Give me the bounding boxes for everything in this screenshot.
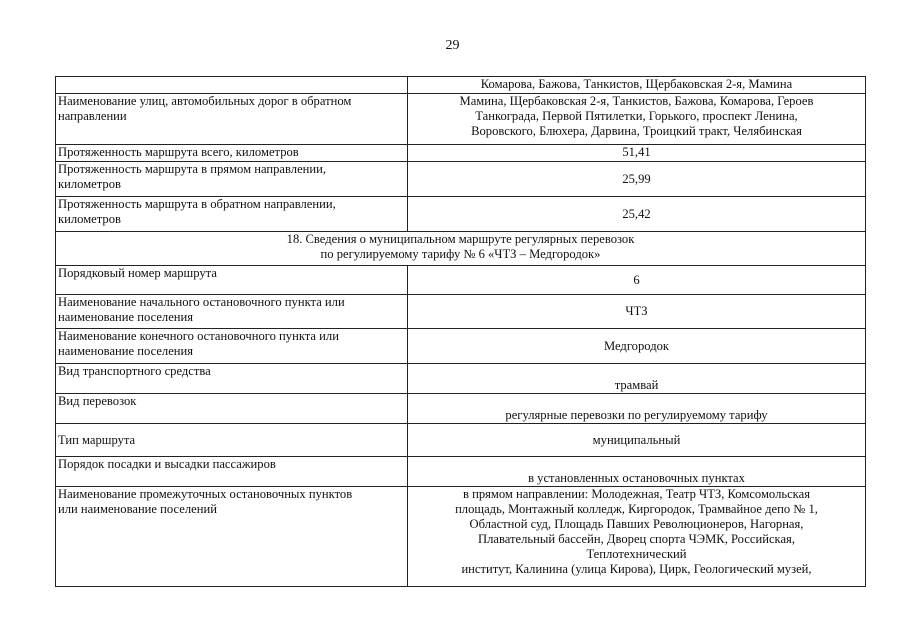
value-line: Мамина, Щербаковская 2-я, Танкистов, Бажова, Комарова, Героев <box>459 94 814 108</box>
value-line: в прямом направлении: Молодежная, Театр ЧТЗ, Комсомольская <box>462 487 810 501</box>
row-value <box>408 364 866 394</box>
row-value <box>408 457 866 487</box>
page-number: 29 <box>445 38 460 53</box>
table-row <box>56 77 866 94</box>
table-row <box>56 145 866 162</box>
row-label <box>56 295 408 329</box>
table-row <box>56 487 866 587</box>
table-row <box>56 364 866 394</box>
value-line: муниципальный <box>592 432 681 447</box>
label-line: километров <box>58 177 121 191</box>
value-line: регулярные перевозки по регулируемому тарифу <box>505 408 768 422</box>
section-heading <box>56 232 866 266</box>
row-label <box>56 266 408 295</box>
label-line: наименование поселения <box>58 344 194 358</box>
row-label <box>56 487 408 587</box>
table-row <box>56 329 866 364</box>
label-line: наименование поселения <box>58 310 194 324</box>
row-value <box>408 266 866 295</box>
row-value <box>408 424 866 457</box>
label-line: Порядок посадки и высадки пассажиров <box>58 457 276 471</box>
row-label <box>56 424 408 457</box>
table-row <box>56 94 866 145</box>
label-line: Порядковый номер маршрута <box>58 266 217 280</box>
row-label <box>56 197 408 232</box>
label-line: Протяженность маршрута в обратном направлении, <box>58 197 336 211</box>
route-info-table <box>55 76 866 587</box>
value-line: площадь, Монтажный колледж, Киргородок, Трамвайное депо № 1, <box>455 502 818 516</box>
table-row <box>56 457 866 487</box>
value-line: в установленных остановочных пунктах <box>528 471 745 485</box>
label-line: Наименование промежуточных остановочных пунктов <box>58 487 353 501</box>
value-line: институт, Калинина (улица Кирова), Цирк, Геологический музей, <box>461 562 812 576</box>
value-line: трамвай <box>614 378 659 392</box>
value-line: Медгородок <box>603 338 670 353</box>
row-value <box>408 145 866 162</box>
row-value <box>408 394 866 424</box>
label-line: Наименование начального остановочного пункта или <box>58 295 345 309</box>
value-line: ЧТЗ <box>625 304 648 318</box>
table-row <box>56 424 866 457</box>
value-line: 25,99 <box>622 171 651 186</box>
row-value <box>408 329 866 364</box>
row-value <box>408 94 866 145</box>
row-value <box>408 162 866 197</box>
row-label <box>56 457 408 487</box>
row-label <box>56 145 408 162</box>
label-line: Тип маршрута <box>58 432 136 447</box>
label-line: Наименование конечного остановочного пункта или <box>58 329 339 343</box>
row-value <box>408 295 866 329</box>
label-line: Протяженность маршрута в прямом направлении, <box>58 162 327 176</box>
table-row <box>56 394 866 424</box>
value-line: Комарова, Бажова, Танкистов, Щербаковская 2-я, Мамина <box>480 77 793 91</box>
row-label <box>56 394 408 424</box>
section-heading-row <box>56 232 866 266</box>
table-row <box>56 162 866 197</box>
value-line: Областной суд, Площадь Павших Революционеров, Нагорная, <box>469 517 804 531</box>
value-line: Танкограда, Первой Пятилетки, Горького, проспект Ленина, <box>475 109 798 123</box>
label-line: направлении <box>58 109 127 123</box>
label-line: Наименование улиц, автомобильных дорог в обратном <box>58 94 352 108</box>
value-line: Теплотехнический <box>586 547 687 561</box>
table-row <box>56 295 866 329</box>
value-line: 25,42 <box>622 206 651 221</box>
value-line: 6 <box>633 272 640 287</box>
row-label <box>56 329 408 364</box>
section-line: 18. Сведения о муниципальном маршруте регулярных перевозок <box>286 232 635 246</box>
section-line: по регулируемому тарифу № 6 «ЧТЗ – Медгородок» <box>320 247 601 261</box>
value-line: 51,41 <box>622 145 651 159</box>
row-value <box>408 197 866 232</box>
label-line: километров <box>58 212 121 226</box>
label-line: или наименование поселений <box>58 502 217 516</box>
row-label <box>56 364 408 394</box>
row-value <box>408 77 866 94</box>
label-line: Протяженность маршрута всего, километров <box>58 145 299 159</box>
value-line: Воровского, Блюхера, Дарвина, Троицкий тракт, Челябинская <box>471 124 802 138</box>
table-row <box>56 266 866 295</box>
value-line: Плавательный бассейн, Дворец спорта ЧЭМК, Российская, <box>478 532 795 546</box>
row-value <box>408 487 866 587</box>
row-label <box>56 77 408 94</box>
table-row <box>56 197 866 232</box>
label-line: Вид транспортного средства <box>58 364 211 378</box>
row-label <box>56 94 408 145</box>
label-line: Вид перевозок <box>58 394 137 408</box>
row-label <box>56 162 408 197</box>
